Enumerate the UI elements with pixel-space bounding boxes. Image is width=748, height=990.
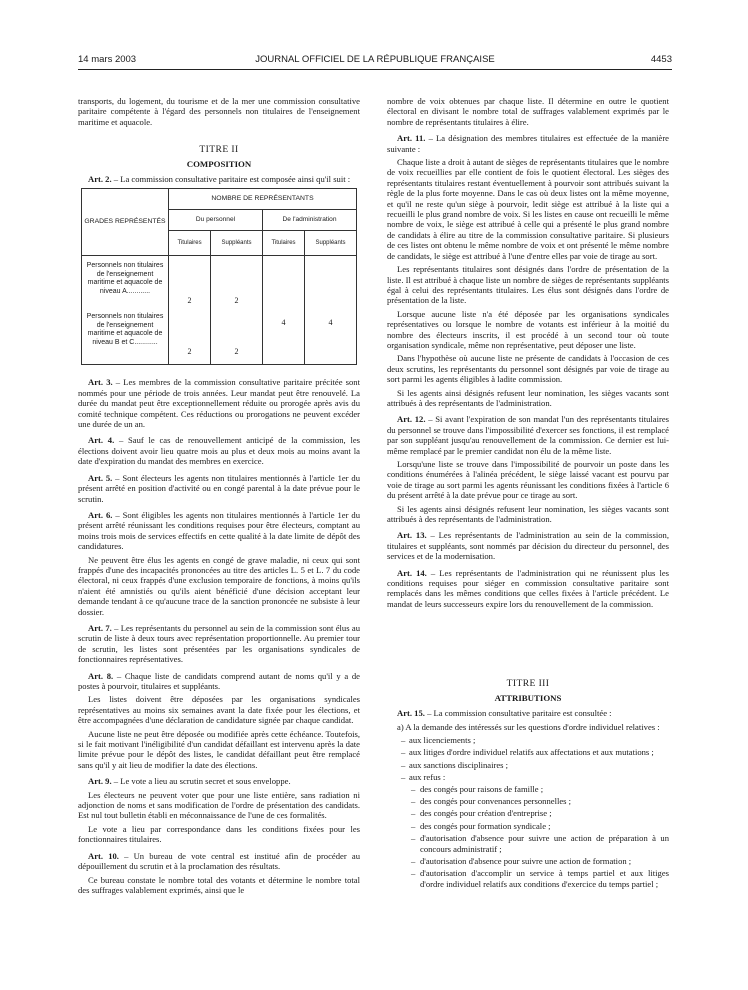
article-4 (78, 435, 360, 466)
personnel-bc-titulaires: 2 (187, 347, 192, 357)
grade-niveau-b-c: Personnels non titulaires de l'enseignement maritime et aquacole de niveau B et C............ (86, 313, 164, 346)
article-5-label: Art. 5. (88, 472, 113, 483)
article-11-paragraph-6: Si les agents ainsi désignés refusent leur nomination, les sièges vacants sont attribués à des représentants de l'administration. (387, 387, 669, 408)
sublist-item: – d'autorisation d'accomplir un service à temps partiel et aux litiges d'ordre individuel relatifs aux conditions d'exercice du temps partiel ; (411, 868, 669, 889)
list-item: – aux sanctions disciplinaires ; (401, 760, 669, 770)
article-5 (78, 473, 360, 504)
article-11-label: Art. 11. (397, 133, 426, 144)
article-11-paragraph-3: Les représentants titulaires sont désignés dans l'ordre de présentation de la liste. Il est attribué à chaque liste un nombre de sièges de représentants suppléants égal à celui des représentants titulaires. Les élus sont désignés dans l'ordre de présentation de la liste. (387, 264, 669, 306)
article-9-label: Art. 9. (88, 776, 112, 787)
article-4-text: – Sauf le cas de renouvellement anticipé de la commission, les élections doivent avoir lieu quatre mois au plus et deux mois au moins avant la date d'expiration du mandat des membres en exercice. (78, 435, 361, 467)
article-6-label: Art. 6. (88, 509, 113, 520)
article-2-label: Art. 2. (88, 174, 112, 185)
list-item (401, 772, 669, 889)
titre-3-heading: TITRE III (506, 678, 550, 690)
article-3-label: Art. 3. (88, 377, 113, 388)
personnel-a-suppleants: 2 (234, 296, 239, 306)
article-2-text: – La commission consultative paritaire est composée ainsi qu'il suit : (111, 174, 351, 185)
article-10-label: Art. 10. (88, 850, 119, 861)
article-12-label: Art. 12. (397, 414, 426, 425)
article-11-text: – La désignation des membres titulaires est effectuée de la manière suivante : (387, 133, 669, 154)
admin-suppleants: 4 (328, 318, 333, 328)
table-header-nombre: NOMBRE DE REPRÉSENTANTS (169, 189, 357, 210)
article-7-label: Art. 7. (88, 622, 112, 633)
article-10-continuation: nombre de voix obtenues par chaque liste. Il détermine en outre le quotient électoral en divisant le nombre total de suffrages valablement exprimés par le nombre de représentants titulaires à élire. (387, 96, 669, 127)
article-9-text: – Le vote a lieu au scrutin secret et sous enveloppe. (111, 776, 291, 787)
article-8-text: – Chaque liste de candidats comprend autant de noms qu'il y a de postes à pourvoir, titulaires et suppléants. (78, 670, 360, 691)
article-12-paragraph-3: Si les agents ainsi désignés refusent leur nomination, les sièges vacants sont attribués à des représentants de l'administration. (387, 503, 669, 525)
article-12-paragraph-2: Lorsqu'une liste se trouve dans l'impossibilité de pourvoir un poste dans les conditions énumérées à l'alinéa précédent, le siège laissé vacant est pourvu par voie de tirage au sort parmi les agents réunissant les conditions fixées à l'article 6 du présent arrêté à la date prévue pour ce tirage au sort. (387, 459, 669, 501)
admin-titulaires: 4 (281, 318, 286, 328)
titre-2-heading: TITRE II (199, 144, 239, 156)
header-journal-title: JOURNAL OFFICIEL DE LA RÉPUBLIQUE FRANÇAISE (255, 54, 495, 65)
article-9-paragraph-2: Les électeurs ne peuvent voter que pour une liste entière, sans radiation ni adjonction de noms et sans modification de l'ordre de présentation des candidats. Est nul tout bulletin établi en méconnaissance de l'une de ces formalités. (78, 789, 360, 821)
sublist-item: – des congés pour convenances personnelles ; (411, 796, 669, 806)
personnel-bc-suppleants: 2 (234, 347, 239, 357)
article-3-text: – Les membres de la commission consultative paritaire précitée sont nommés pour une période de trois années. Leur mandat peut être renouvelé. La durée du mandat peut être exceptionnellement réduite ou prorogée après avis du comité technique compétent. Ces réductions ou prorogations ne peuvent excéder une durée de un an. (78, 377, 360, 430)
titre-2-subheading: COMPOSITION (186, 158, 252, 169)
article-6 (78, 510, 360, 552)
left-column (78, 96, 360, 898)
sublist-item: – des congés pour formation syndicale ; (411, 821, 669, 831)
header-rule (78, 69, 672, 70)
titre-3-subheading: ATTRIBUTIONS (494, 692, 562, 703)
article-11-paragraph-2: Chaque liste a droit à autant de sièges de représentants titulaires que le nombre de voix recueillies par elle contient de fois le quotient électoral. Les sièges des représentants titulaires restant éventuellement à pourvoir sont attribués suivant la règle de la plus forte moyenne. Dans le cas où deux listes ont la même moyenne, et qu'il ne reste qu'un siège à pourvoir, ledit siège est attribué à la liste qui a recueilli le plus grand nombre de voix. Si les listes en cause ont recueilli le même nombre de voix, le siège est attribué à celle qui a présenté le plus grand nombre de candidats à élire au titre de la commission consultative paritaire. Si plusieurs de ces listes ont obtenu le même nombre de voix et ont présenté le même nombre de candidats, le siège est attribué à l'une d'entre elles par voie de tirage au sort. (387, 157, 669, 261)
sublist-item: – des congés pour raisons de famille ; (411, 784, 669, 794)
article-13-text: – Les représentants de l'administration au sein de la commission, titulaires et suppléants, sont nommés par décision du directeur du personnel, des services et de la modernisation. (387, 530, 669, 562)
article-8-paragraph-3: Aucune liste ne peut être déposée ou modifiée après cette échéance. Toutefois, si le fait motivant l'inéligibilité d'un candidat défaillant est intervenu après la date limite prévue pour le dépôt des listes, le candidat défaillant peut être remplacé sans qu'il y ait lieu de modifier la date des élections. (78, 728, 360, 770)
article-10 (78, 851, 360, 872)
sublist-item: – d'autorisation d'absence pour suivre une action de formation ; (411, 856, 669, 866)
table-cell-personnel-suppleants (211, 256, 263, 365)
table-header-suppleants-admin: Suppléants (305, 231, 357, 256)
table-cell-admin-suppleants (305, 256, 357, 365)
table-header-grades: GRADES REPRÉSENTÉS (82, 189, 169, 256)
article-12-text: – Si avant l'expiration de son mandat l'un des représentants titulaires du personnel se trouve dans l'impossibilité d'exercer ses fonctions, il est remplacé par son suppléant jusqu'au renouvellement de la commission. Ce dernier est lui-même remplacé par le premier candidat non élu de la même liste. (387, 414, 670, 456)
table-header-titulaires-personnel: Titulaires (169, 231, 211, 256)
list-item-text: aux refus : (409, 772, 446, 783)
table-header-suppleants-personnel: Suppléants (211, 231, 263, 256)
article-12 (387, 414, 669, 456)
table-header-personnel: Du personnel (169, 210, 263, 231)
article-14 (387, 568, 669, 610)
article-7-text: – Les représentants du personnel au sein de la commission sont élus au scrutin de liste à deux tours avec représentation proportionnelle. Au premier tour de scrutin, les listes sont présentées par les organisations syndicales de fonctionnaires représentatives. (78, 622, 361, 665)
article-6-text: – Sont éligibles les agents non titulaires mentionnés à l'article 1er du présent arrêté réunissant les conditions requises pour être électeurs, comptant au moins trois mois de services effectifs en cette qualité à la date limite de dépôt des candidatures. (78, 509, 360, 552)
composition-table (81, 188, 357, 365)
table-cell-personnel-titulaires (169, 256, 211, 365)
list-item: – aux licenciements ; (401, 735, 669, 745)
article-11 (387, 133, 669, 154)
article-15-point-a: a) A la demande des intéressés sur les questions d'ordre individuel relatives : (397, 721, 660, 732)
article-5-text: – Sont électeurs les agents non titulaires mentionnés à l'article 1er du présent arrêté en position d'activité ou en congé parental à la date prévue pour le scrutin. (78, 472, 360, 504)
article-8-paragraph-2: Les listes doivent être déposées par les organisations syndicales représentatives au moins six semaines avant la date fixée pour les élections, et être accompagnées d'une déclaration de candidature signée par chaque candidat. (78, 694, 360, 726)
article-7 (78, 623, 360, 665)
article-9 (78, 776, 360, 786)
article-8-label: Art. 8. (88, 670, 114, 681)
attributions-list (401, 735, 669, 889)
sublist-item: – d'autorisation d'absence pour suivre une action de préparation à un concours administratif ; (411, 833, 669, 854)
article-4-label: Art. 4. (88, 435, 115, 446)
table-cell-grades (82, 256, 169, 365)
intro-paragraph: transports, du logement, du tourisme et de la mer une commission consultative paritaire compétente à l'égard des personnels non titulaires de l'enseignement maritime et aquacole. (78, 96, 360, 127)
header-date: 14 mars 2003 (78, 54, 137, 65)
article-13-label: Art. 13. (397, 530, 427, 541)
article-10-paragraph-2: Ce bureau constate le nombre total des votants et détermine le nombre total des suffrages valablement exprimés, ainsi que le (78, 874, 360, 895)
article-15-text: – La commission consultative paritaire est consultée : (424, 708, 612, 719)
article-14-label: Art. 14. (397, 567, 427, 578)
article-15-label: Art. 15. (397, 708, 425, 719)
grade-niveau-a: Personnels non titulaires de l'enseignement maritime et aquacole de niveau A............ (86, 262, 164, 295)
table-header-titulaires-admin: Titulaires (262, 231, 304, 256)
article-10-text: – Un bureau de vote central est institué afin de procéder au dépouillement du scrutin et à la proclamation des résultats. (78, 850, 360, 872)
article-11-paragraph-5: Dans l'hypothèse où aucune liste ne présente de candidats à l'occasion de ces deux scrutins, les représentants du personnel sont désignés par voie de tirage au sort parmi les agents éligibles à ladite commission. (387, 353, 669, 385)
article-15 (387, 708, 669, 718)
right-column (387, 96, 669, 891)
page-header (78, 54, 672, 68)
article-2 (78, 174, 360, 184)
article-9-paragraph-3: Le vote a lieu par correspondance dans les conditions fixées pour les fonctionnaires titulaires. (78, 823, 360, 845)
table-header-administration: De l'administration (262, 210, 356, 231)
article-14-text: – Les représentants de l'administration qui ne réunissent plus les conditions requises pour siéger en commission consultative paritaire sont remplacés dans les mêmes conditions que celles fixées à l'article précédent. Le mandat de leurs successeurs expire lors du renouvellement de la commission. (387, 567, 670, 609)
table-cell-admin-titulaires (262, 256, 304, 365)
header-page-number: 4453 (650, 54, 672, 65)
article-11-paragraph-4: Lorsque aucune liste n'a été déposée par les organisations syndicales représentatives ou lorsque le nombre de votants est inférieur à la moitié du nombre des électeurs inscrits, il est procédé à un second tour où toute organisation syndicale, même non représentative, peut déposer une liste. (387, 308, 669, 350)
article-3 (78, 377, 360, 429)
list-item: – aux litiges d'ordre individuel relatifs aux affectations et aux mutations ; (401, 747, 669, 757)
refus-sublist (411, 784, 669, 890)
personnel-a-titulaires: 2 (187, 296, 192, 306)
article-6-paragraph-2: Ne peuvent être élus les agents en congé de grave maladie, ni ceux qui sont frappés d'une des incapacités prononcées au titre des articles L. 5 et L. 7 du code électoral, ni ceux frappés d'une exclusion temporaire de fonctions, à moins qu'ils n'aient été amnistiés ou qu'ils aient bénéficié d'une décision acceptant leur demande tendant à ce qu'aucune trace de la sanction prononcée ne subsiste à leur dossier. (78, 554, 360, 617)
article-13 (387, 530, 669, 561)
sublist-item: – des congés pour création d'entreprise ; (411, 808, 669, 818)
article-8 (78, 671, 360, 692)
